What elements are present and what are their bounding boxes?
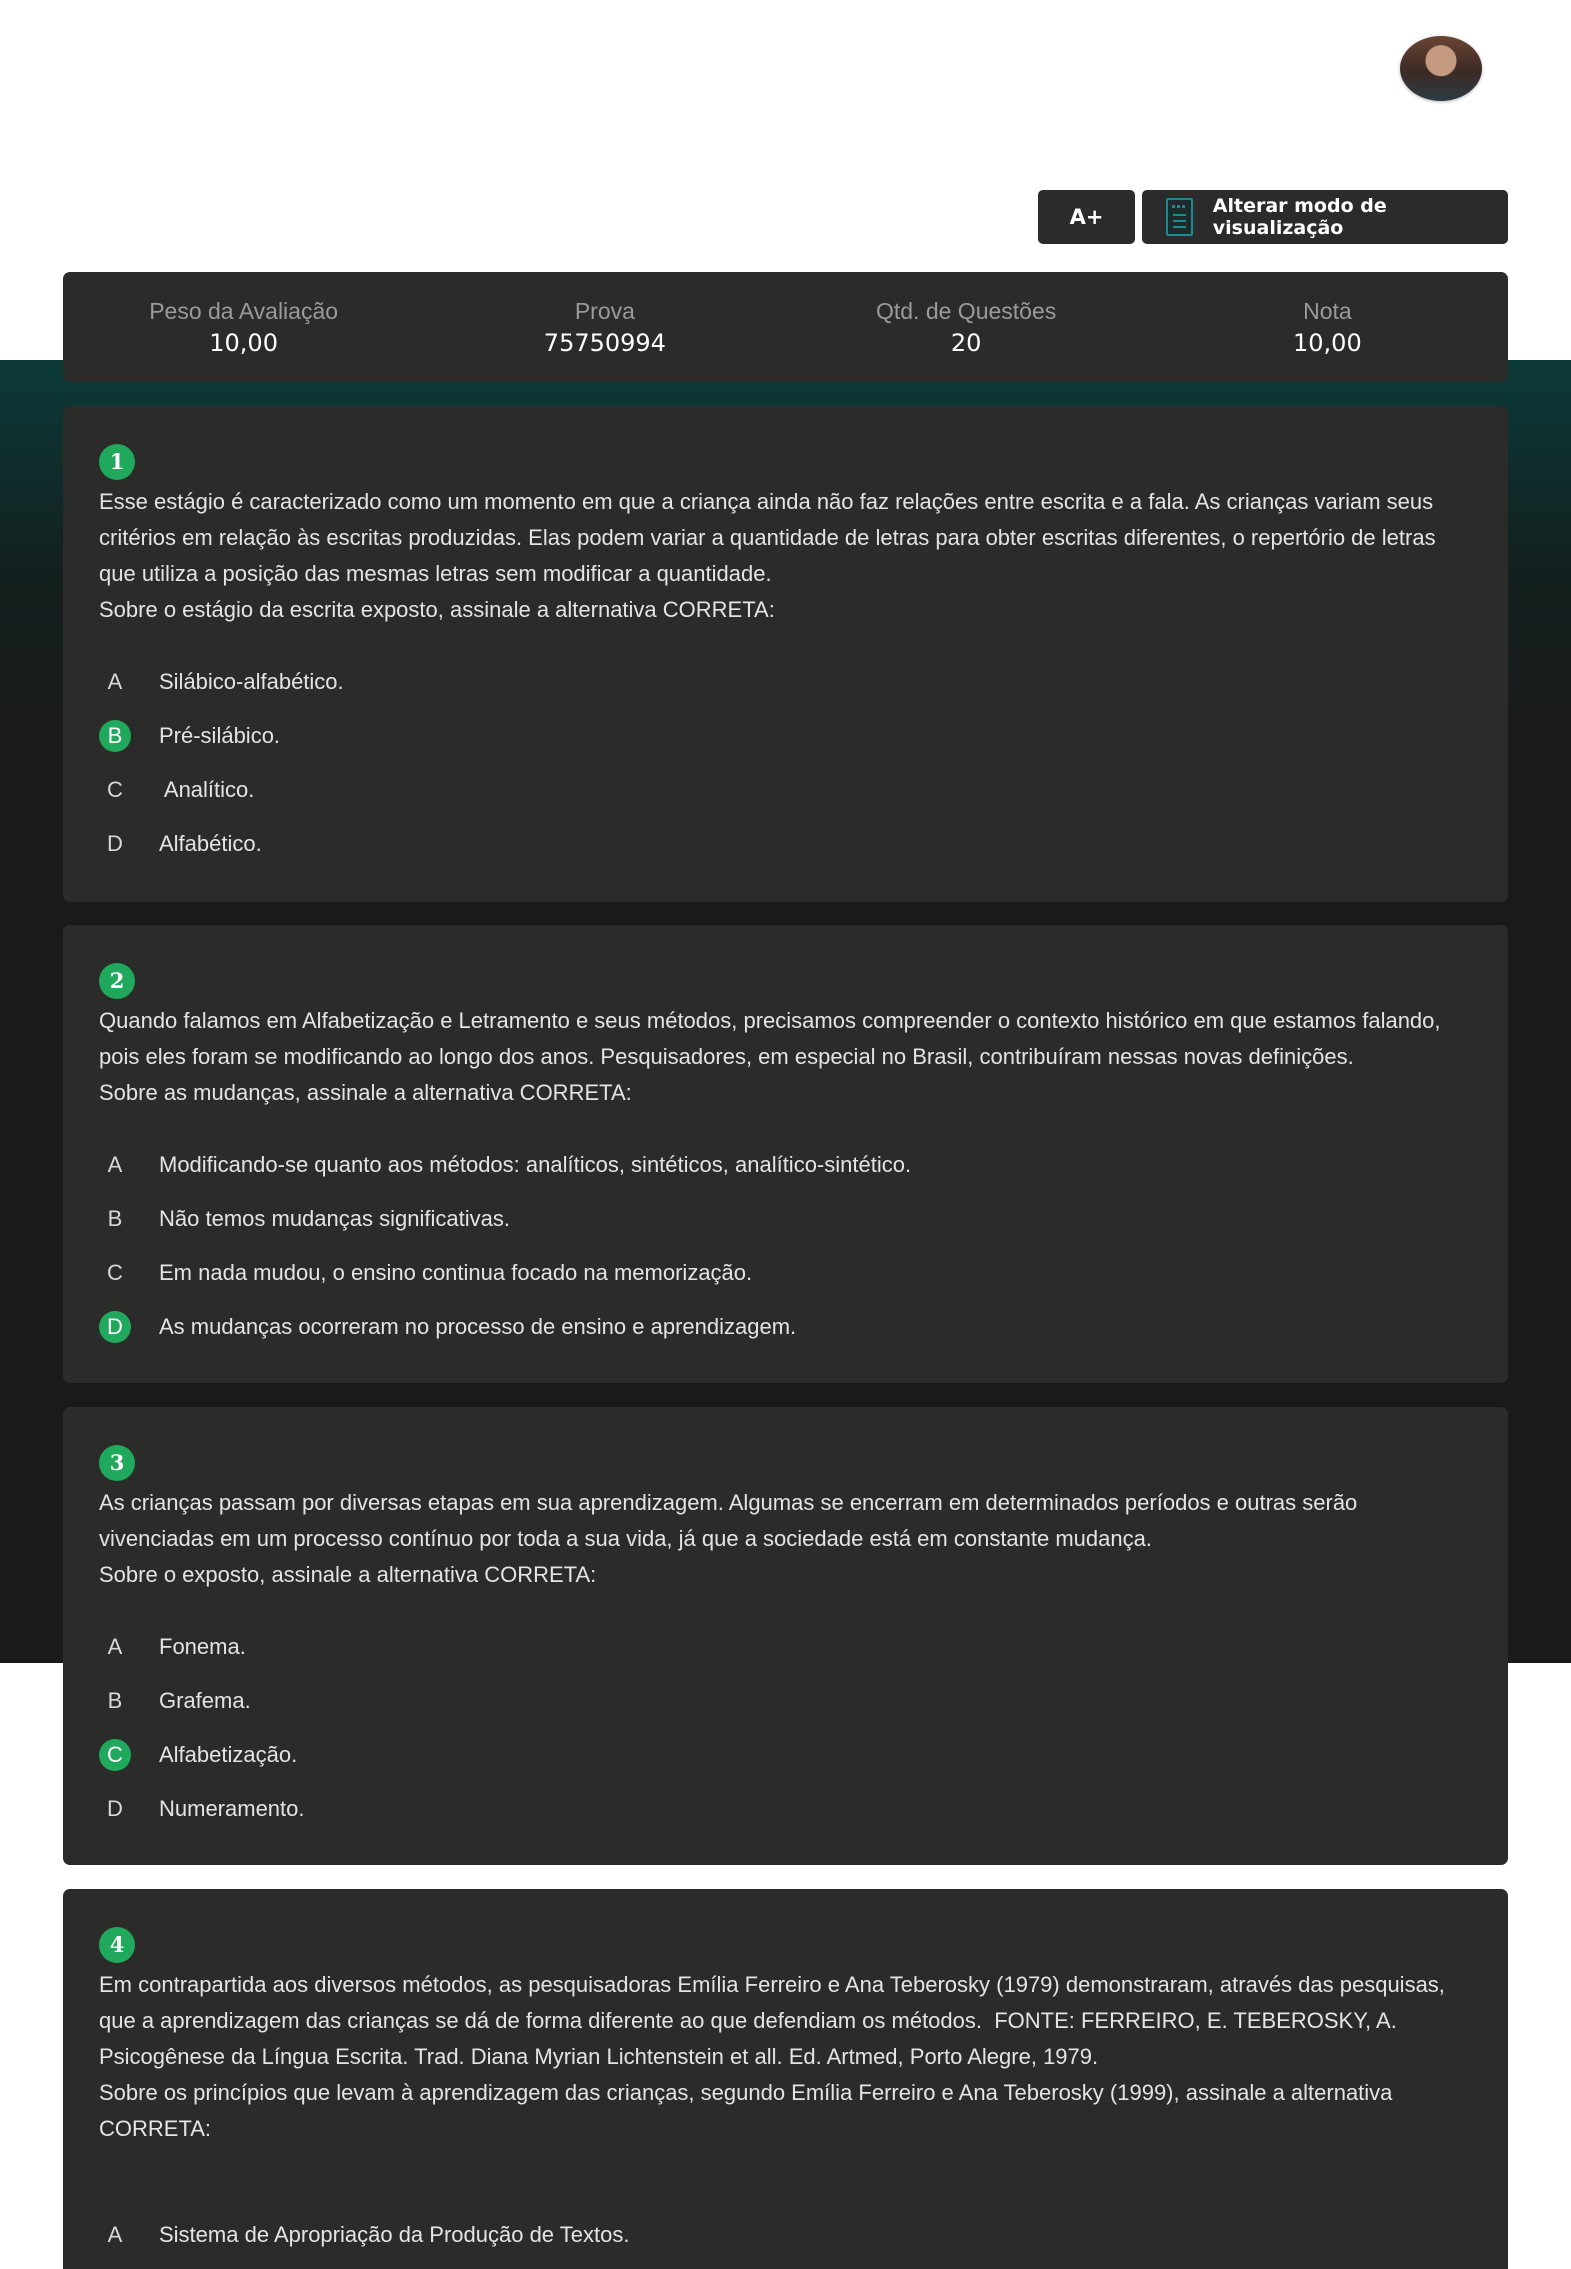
summary-weight (63, 272, 424, 382)
option-letter: A (107, 1152, 123, 1177)
option-text: Numeramento. (159, 1796, 305, 1821)
summary-value: 75750994 (543, 329, 666, 357)
answer-option[interactable] (99, 1791, 1472, 1827)
summary-label: Peso da Avaliação (149, 298, 339, 324)
question-card-3 (63, 1407, 1508, 1865)
summary-label: Prova (574, 298, 635, 324)
question-text: As crianças passam por diversas etapas em sua aprendizagem. Algumas se encerram em determinados períodos e outras serão vivenciadas em um processo contínuo por toda a sua vida, já que a sociedade está em constante mudança. Sobre o exposto, assinale a alternativa CORRETA: (99, 1490, 1358, 1587)
question-text: Esse estágio é caracterizado como um momento em que a criança ainda não faz relações entre escrita e a fala. As crianças variam seus critérios em relação às escritas produzidas. Elas podem variar a quantidade de letras para obter escritas diferentes, o repertório de letras que utiliza a posição das mesmas letras sem modificar a quantidade. Sobre o estágio da escrita exposto, assinale a alternativa CORRETA: (99, 489, 1436, 622)
question-card-2 (63, 925, 1508, 1383)
option-letter: D (107, 831, 123, 856)
summary-value: 10,00 (1293, 329, 1362, 357)
option-text: Modificando-se quanto aos métodos: analíticos, sintéticos, analítico-sintético. (159, 1152, 912, 1177)
evaluation-summary (63, 272, 1508, 382)
summary-value: 20 (950, 329, 982, 357)
option-text: Não temos mudanças significativas. (159, 1206, 510, 1231)
option-text: Sistema de Apropriação da Produção de Textos. (159, 2222, 630, 2247)
summary-label: Nota (1303, 298, 1352, 324)
option-letter: A (107, 1634, 123, 1659)
change-view-mode-button[interactable] (1142, 190, 1508, 244)
answer-options (99, 1629, 1472, 1827)
answer-options (99, 1147, 1472, 1345)
document-icon (1166, 198, 1193, 236)
option-text: Alfabético. (159, 831, 262, 856)
answer-option[interactable] (99, 664, 1472, 700)
option-letter: A (107, 2222, 123, 2247)
answer-option[interactable] (99, 1255, 1472, 1291)
summary-grade (1147, 272, 1508, 382)
option-letter: B (99, 720, 131, 752)
answer-option[interactable] (99, 2217, 1472, 2253)
summary-exam (424, 272, 785, 382)
answer-option-selected[interactable] (99, 1309, 1472, 1345)
option-text: Alfabetização. (159, 1742, 298, 1767)
option-letter: C (107, 1260, 123, 1285)
increase-font-label: A+ (1069, 205, 1104, 229)
answer-option-selected[interactable] (99, 1737, 1472, 1773)
answer-option[interactable] (99, 1147, 1472, 1183)
question-number-badge: 2 (99, 963, 135, 999)
summary-question-count (786, 272, 1147, 382)
question-card-1 (63, 406, 1508, 902)
option-letter: C (107, 777, 123, 802)
question-card-4 (63, 1889, 1508, 2269)
answer-option[interactable] (99, 1629, 1472, 1665)
option-text: Silábico-alfabético. (159, 669, 344, 694)
option-text: Em nada mudou, o ensino continua focado na memorização. (159, 1260, 753, 1285)
question-number-badge: 1 (99, 444, 135, 480)
option-letter: B (107, 1206, 123, 1231)
question-text: Quando falamos em Alfabetização e Letramento e seus métodos, precisamos compreender o contexto histórico em que estamos falando, pois eles foram se modificando ao longo dos anos. Pesquisadores, em especial no Brasil, contribuíram nessas novas definições. Sobre as mudanças, assinale a alternativa CORRETA: (99, 1008, 1441, 1105)
option-letter: B (107, 1688, 123, 1713)
answer-option[interactable] (99, 826, 1472, 862)
answer-options (99, 2217, 1472, 2253)
option-text: As mudanças ocorreram no processo de ensino e aprendizagem. (159, 1314, 797, 1339)
answer-option-selected[interactable] (99, 718, 1472, 754)
option-text: Pré-silábico. (159, 723, 281, 748)
option-letter: D (107, 1796, 123, 1821)
answer-options (99, 664, 1472, 862)
summary-value: 10,00 (209, 329, 278, 357)
summary-label: Qtd. de Questões (875, 298, 1057, 324)
answer-option[interactable] (99, 1683, 1472, 1719)
option-letter: C (99, 1739, 131, 1771)
question-text: Em contrapartida aos diversos métodos, as pesquisadoras Emília Ferreiro e Ana Teberosky (1979) demonstraram, através das pesquisas, que a aprendizagem das crianças se dá de forma diferente ao que defendiam os métodos. FONTE: FERREIRO, E. TEBEROSKY, A. Psicogênese da Língua Escrita. Trad. Diana Myrian Lichtenstein et all. Ed. Artmed, Porto Alegre, 1979. Sobre os princípios que levam à aprendizagem das crianças, segundo Emília Ferreiro e Ana Teberosky (1999), assinale a alternativa CORRETA: (99, 1972, 1445, 2141)
answer-option[interactable] (99, 772, 1472, 808)
option-text: Fonema. (159, 1634, 246, 1659)
question-number-badge: 4 (99, 1927, 135, 1963)
option-letter: A (107, 669, 123, 694)
option-text: Analítico. (159, 777, 255, 802)
option-letter: D (99, 1311, 131, 1343)
change-view-mode-label: Alterar modo de visualização (1212, 195, 1387, 239)
question-number-badge: 3 (99, 1445, 135, 1481)
user-avatar[interactable] (1400, 36, 1482, 101)
increase-font-button[interactable] (1038, 190, 1135, 244)
answer-option[interactable] (99, 1201, 1472, 1237)
option-text: Grafema. (159, 1688, 251, 1713)
